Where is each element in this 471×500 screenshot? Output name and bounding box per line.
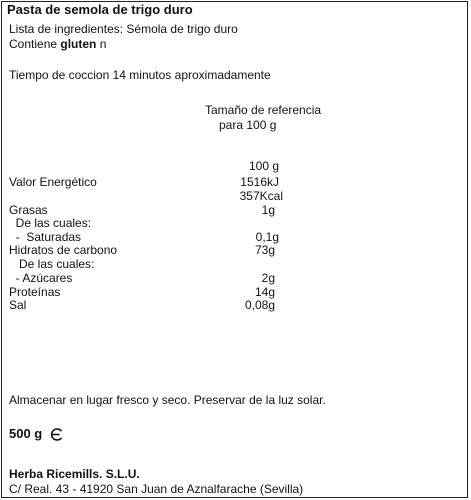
nutrient-value-fat: 1g <box>261 203 275 217</box>
nutrient-value-energy-kj: 1516kJ <box>240 175 279 189</box>
nutrient-label-fat: Grasas <box>9 203 48 217</box>
nutrient-label-carbohydrate: Hidratos de carbono <box>9 243 118 257</box>
cooking-time: Tiempo de coccion 14 minutos aproximadamente <box>9 68 271 82</box>
estimated-sign-icon <box>49 428 63 441</box>
nutrient-value-saturates: 0,1g <box>255 230 279 244</box>
allergen-gluten: gluten <box>60 37 97 51</box>
nutrient-value-sugars: 2g <box>261 271 275 285</box>
contains-suffix: n <box>96 37 107 51</box>
nutrient-label-saturates: - Saturadas <box>9 230 82 244</box>
storage-instructions: Almacenar en lugar fresco y seco. Preservar de la luz solar. <box>9 393 326 407</box>
company-address: C/ Real. 43 - 41920 San Juan de Aznalfarache (Sevilla) <box>9 482 304 496</box>
nutrient-value-carbohydrate: 73g <box>254 243 275 257</box>
nutrient-value-salt: 0,08g <box>244 298 275 312</box>
nutrient-label-of-which-fat: De las cuales: <box>9 216 92 230</box>
contains-prefix: Contiene <box>9 37 61 51</box>
product-title: Pasta de semola de trigo duro <box>7 2 193 17</box>
nutrient-value-protein: 14g <box>254 285 275 299</box>
nutrient-label-protein: Proteínas <box>9 285 61 299</box>
net-weight: 500 g <box>9 426 43 441</box>
allergen-statement <box>9 37 106 51</box>
ingredients-list: Lista de ingredientes: Sémola de trigo duro <box>9 22 238 36</box>
nutrition-column-quantity: 100 g <box>248 159 279 173</box>
nutrient-label-of-which-carb: De las cuales: <box>9 257 95 271</box>
nutrient-label-salt: Sal <box>9 298 27 312</box>
nutrient-value-energy-kcal: 357Kcal <box>239 189 283 203</box>
company-name: Herba Ricemills. S.L.U. <box>9 467 140 481</box>
nutrition-header-per: para 100 g <box>219 118 277 132</box>
nutrient-label-energy: Valor Energético <box>9 175 97 189</box>
nutrition-header-reference: Tamaño de referencia <box>205 103 322 117</box>
nutrient-label-sugars: - Azúcares <box>9 271 73 285</box>
